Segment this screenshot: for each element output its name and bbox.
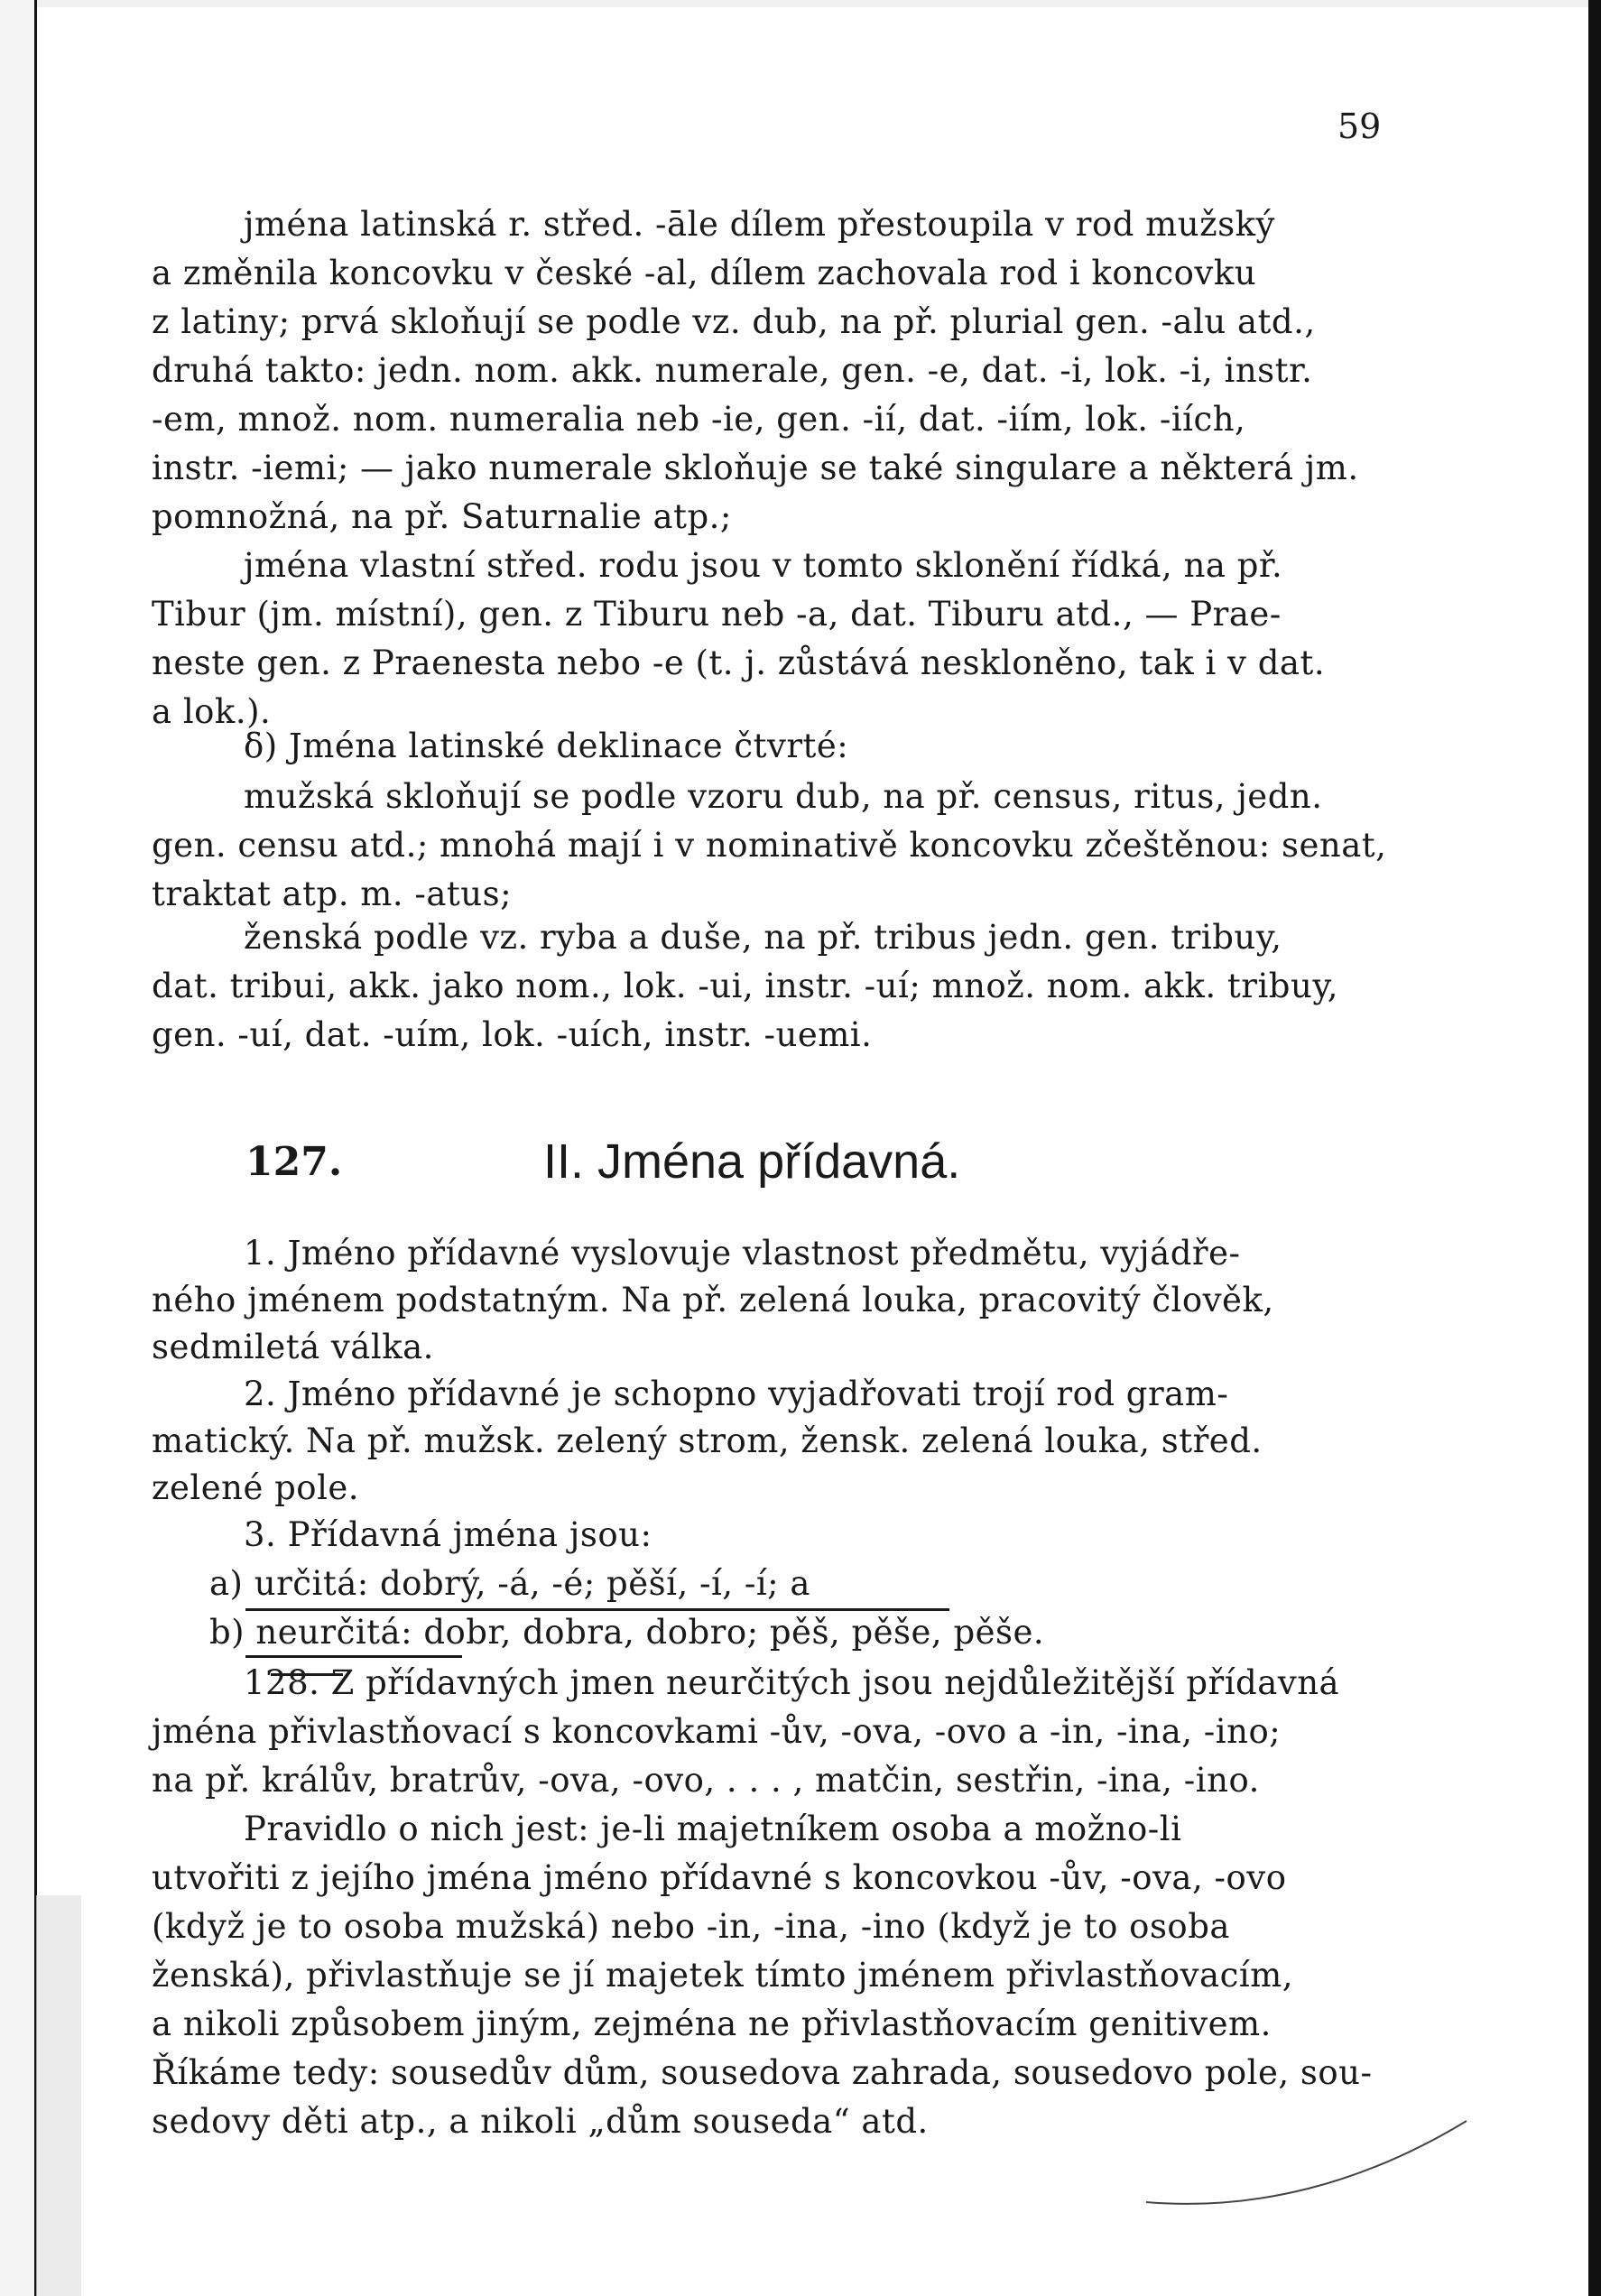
text-line: 1. Jméno přídavné vyslovuje vlastnost předmětu, vyjádře- [244,1234,1241,1273]
list-item-b: b) neurčitá: dobr, dobra, dobro; pěš, pěše, pěše. [209,1613,1045,1652]
text-line: jména latinská r. střed. -āle dílem přestoupila v rod mužský [244,205,1275,244]
text-line: Pravidlo o nich jest: je-li majetníkem osoba a možno-li [244,1810,1182,1848]
pencil-underline [245,1608,949,1611]
text-line: neste gen. z Praenesta nebo -e (t. j. zůstává neskloněno, tak i v dat. [152,643,1326,682]
text-line: (když je to osoba mužská) nebo -in, -ina, -ino (když je to osoba [152,1907,1230,1946]
pencil-mark [1146,2103,1471,2211]
section-number: 127. [245,1139,343,1185]
text-line: sedmiletá válka. [152,1328,434,1366]
section-title: II. Jména přídavná. [543,1134,961,1189]
text-line: ného jménem podstatným. Na př. zelená louka, pracovitý člověk, [152,1281,1274,1319]
text-line: sedovy děti atp., a nikoli „dům souseda“ atd. [152,2102,929,2141]
text-line: Tibur (jm. místní), gen. z Tiburu neb -a, dat. Tiburu atd., — Prae- [152,595,1282,634]
text-line: na př. králův, bratrův, -ova, -ovo, . . . , matčin, sestřin, -ina, -ino. [152,1761,1260,1800]
list-item-a: a) určitá: dobrý, -á, -é; pěší, -í, -í; a [209,1564,810,1603]
text-line: utvořiti z jejího jména jméno přídavné s koncovkou -ův, -ova, -ovo [152,1858,1287,1897]
text-line: z latiny; prvá skloňují se podle vz. dub, na př. plurial gen. -alu atd., [152,302,1316,341]
text-line: gen. -uí, dat. -uím, lok. -uích, instr. -uemi. [152,1015,873,1054]
text-line: druhá takto: jedn. nom. akk. numerale, gen. -e, dat. -i, lok. -i, instr. [152,351,1313,390]
text-line: ženská), přivlastňuje se jí majetek tímto jménem přivlastňovacím, [152,1956,1294,1995]
subheading-line: δ) Jména latinské deklinace čtvrté: [244,727,849,765]
text-line: a lok.). [152,692,272,731]
text-line: jména vlastní střed. rodu jsou v tomto sklonění řídká, na př. [244,546,1283,585]
text-line: gen. censu atd.; mnohá mají i v nominativě koncovku zčeštěnou: senat, [152,826,1387,865]
pencil-underline [245,1655,462,1658]
text-line: instr. -iemi; — jako numerale skloňuje se také singulare a některá jm. [152,449,1359,487]
text-line: matický. Na př. mužsk. zelený strom, žensk. zelená louka, střed. [152,1421,1263,1460]
text-line: jména přivlastňovací s koncovkami -ův, -ova, -ovo a -in, -ina, -ino; [152,1712,1282,1751]
text-line: a změnila koncovku v české -al, dílem zachovala rod i koncovku [152,254,1257,292]
text-line: ženská podle vz. ryba a duše, na př. tribus jedn. gen. tribuy, [244,918,1282,957]
text-line: traktat atp. m. -atus; [152,875,513,913]
text-line: 128. Z přídavných jmen neurčitých jsou nejdůležitější přídavná [244,1663,1340,1702]
page-number: 59 [1337,106,1382,146]
text-line: 2. Jméno přídavné je schopno vyjadřovati trojí rod gram- [244,1375,1229,1413]
text-line: zelené pole. [152,1468,360,1507]
scan-left-edge [0,0,37,2296]
text-line: dat. tribui, akk. jako nom., lok. -ui, instr. -uí; množ. nom. akk. tribuy, [152,967,1339,1005]
text-line: -em, množ. nom. numeralia neb -ie, gen. -ií, dat. -iím, lok. -iích, [152,400,1246,439]
scan-right-edge [1588,0,1601,2296]
text-line: mužská skloňují se podle vzoru dub, na př. census, ritus, jedn. [244,777,1323,816]
scan-top-edge [0,0,1601,7]
text-line: a nikoli způsobem jiným, zejména ne přivlastňovacím genitivem. [152,2004,1272,2043]
paper-stain [36,1895,81,2296]
text-line: 3. Přídavná jména jsou: [244,1515,652,1554]
text-line: Říkáme tedy: sousedův dům, sousedova zahrada, sousedovo pole, sou- [152,2053,1373,2092]
text-line: pomnožná, na př. Saturnalie atp.; [152,497,732,536]
